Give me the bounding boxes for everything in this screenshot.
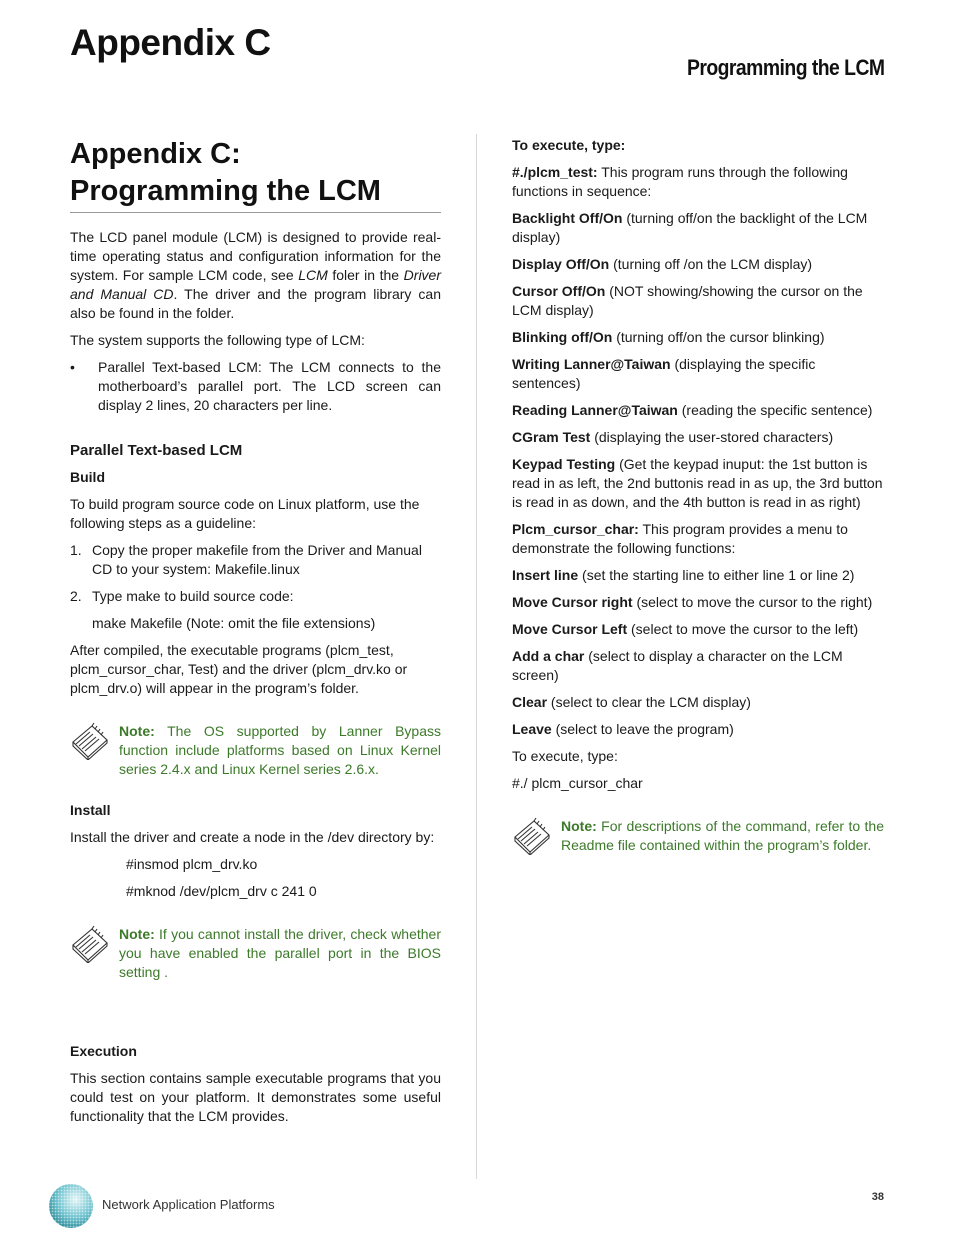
note-body: If you cannot install the driver, check whether you have enabled the parallel port in the BIOS setting . — [119, 926, 441, 980]
function-item — [512, 255, 884, 274]
function-item — [512, 282, 884, 320]
after-compiled-text: After compiled, the executable programs (plcm_test, plcm_cursor_char, Test) and the driver (plcm_drv.ko or plcm_drv.o) will appear in the program’s folder. — [70, 642, 408, 696]
note-text — [119, 722, 441, 779]
page-number: 38 — [871, 1191, 884, 1203]
intro-text-1: The LCD panel module (LCM) is designed to provide real-time operating status and configuration information for the system. For sample LCM code, see — [70, 229, 441, 283]
function-desc: (displaying the specific sentences) — [512, 356, 816, 391]
function-item — [512, 209, 884, 247]
function-term: #./plcm_test: — [512, 164, 598, 180]
function-item — [512, 720, 884, 739]
build-steps — [70, 541, 441, 606]
list-item — [70, 587, 441, 606]
function-term: Display Off/On — [512, 256, 610, 272]
function-desc: (Get the keypad inuput: the 1st button is read in as left, the 2nd buttonis read in as up, the 3rd button is read in as down, and the 4th button is read in as right) — [512, 456, 883, 510]
function-item — [512, 328, 884, 347]
to-execute-plain: To execute, type: — [512, 748, 618, 764]
intro-emphasis-2: Driver and Manual CD — [70, 267, 442, 302]
section-header: Programming the LCM — [686, 55, 884, 80]
function-term: Backlight Off/On — [512, 210, 623, 226]
function-desc: This program runs through the following functions in sequence: — [512, 164, 848, 199]
function-item — [512, 620, 884, 639]
bullet-mark: • — [70, 359, 75, 375]
function-desc: (turning off/on the backlight of the LCM display) — [512, 210, 868, 245]
function-item — [512, 355, 884, 393]
page-title-line1: Appendix C: — [70, 138, 241, 170]
function-desc: (turning off /on the LCM display) — [609, 256, 813, 272]
parallel-heading: Parallel Text-based LCM — [70, 442, 243, 459]
note-text — [119, 925, 441, 982]
intro-text-2: foler in the — [327, 267, 404, 283]
function-desc: (reading the specific sentence) — [677, 402, 873, 418]
function-list — [512, 163, 884, 739]
function-term: Blinking off/On — [512, 329, 613, 345]
function-item — [512, 693, 884, 712]
note-box — [70, 722, 441, 779]
function-item — [512, 566, 884, 585]
note-body: The OS supported by Lanner Bypass function include platforms based on Linux Kernel series 2.4.x and Linux Kernel series 2.6.x. — [119, 723, 441, 777]
function-term: CGram Test — [512, 429, 591, 445]
page-title-line2: Programming the LCM — [70, 175, 381, 207]
function-desc: This program provides a menu to demonstrate the following functions: — [512, 521, 848, 556]
step-text: Type make to build source code: — [92, 588, 294, 604]
function-desc: (set the starting line to either line 1 or line 2) — [578, 567, 855, 583]
install-heading: Install — [70, 802, 111, 818]
execution-heading: Execution — [70, 1043, 137, 1059]
notepad-icon — [512, 815, 552, 855]
intro-paragraph — [70, 228, 441, 323]
column-divider — [476, 134, 477, 1179]
note-label: Note: — [119, 723, 155, 739]
intro-text-3: . The driver and the program library can also be found in the folder. — [70, 286, 441, 321]
note-label: Note: — [119, 926, 155, 942]
function-term: Writing Lanner@Taiwan — [512, 356, 671, 372]
function-desc: (turning off/on the cursor blinking) — [612, 329, 825, 345]
page-title — [70, 136, 441, 213]
function-item — [512, 163, 884, 201]
function-desc: (select to clear the LCM display) — [547, 694, 751, 710]
function-term: Keypad Testing — [512, 456, 616, 472]
function-desc: (select to leave the program) — [551, 721, 734, 737]
function-item — [512, 401, 884, 420]
cursor-command: #./ plcm_cursor_char — [512, 775, 643, 791]
function-item — [512, 520, 884, 558]
to-execute-heading: To execute, type: — [512, 137, 626, 153]
function-item — [512, 455, 884, 512]
intro-emphasis-1: LCM — [298, 267, 328, 283]
note-box — [70, 925, 441, 982]
build-heading: Build — [70, 469, 105, 485]
function-desc: (NOT showing/showing the cursor on the LCM display) — [512, 283, 863, 318]
function-term: Insert line — [512, 567, 579, 583]
function-term: Plcm_cursor_char: — [512, 521, 639, 537]
build-intro: To build program source code on Linux platform, use the following steps as a guideline: — [70, 496, 420, 531]
install-text: Install the driver and create a node in the /dev directory by: — [70, 829, 435, 845]
execution-text: This section contains sample executable programs that you could test on your platform. It demonstrates some useful functionality that the LCM provides. — [70, 1070, 441, 1124]
function-desc: (displaying the user-stored characters) — [590, 429, 834, 445]
right-column — [512, 136, 884, 877]
step-text: Copy the proper makefile from the Driver and Manual CD to your system: Makefile.linux — [92, 542, 422, 577]
step-number: 1. — [70, 542, 82, 558]
function-term: Move Cursor right — [512, 594, 633, 610]
function-term: Move Cursor Left — [512, 621, 628, 637]
lcm-type-list — [70, 358, 441, 415]
function-item — [512, 593, 884, 612]
company-logo — [48, 1183, 94, 1229]
footer-company: Network Application Platforms — [102, 1197, 275, 1212]
function-term: Reading Lanner@Taiwan — [512, 402, 678, 418]
supports-text: The system supports the following type of LCM: — [70, 332, 365, 348]
function-desc: (select to move the cursor to the left) — [627, 621, 859, 637]
bullet-text: Parallel Text-based LCM: The LCM connects to the motherboard’s parallel port. The LCD screen can display 2 lines, 20 characters per line. — [98, 359, 441, 413]
note-label: Note: — [561, 818, 597, 834]
function-term: Clear — [512, 694, 548, 710]
function-term: Leave — [512, 721, 552, 737]
mknod-command: #mknod /dev/plcm_drv c 241 0 — [126, 883, 317, 899]
notepad-icon — [70, 720, 110, 760]
list-item — [70, 358, 441, 415]
make-command: make Makefile (Note: omit the file extensions) — [92, 615, 376, 631]
notepad-icon — [70, 923, 110, 963]
function-term: Add a char — [512, 648, 585, 664]
function-item — [512, 428, 884, 447]
function-term: Cursor Off/On — [512, 283, 606, 299]
note-body: For descriptions of the command, refer to the Readme file contained within the program’s folder. — [561, 818, 884, 853]
note-text — [561, 817, 884, 855]
step-number: 2. — [70, 588, 82, 604]
function-desc: (select to move the cursor to the right) — [632, 594, 873, 610]
list-item — [70, 541, 441, 579]
note-box — [512, 817, 884, 855]
left-column — [70, 136, 441, 1134]
function-item — [512, 647, 884, 685]
insmod-command: #insmod plcm_drv.ko — [126, 856, 258, 872]
function-desc: (select to display a character on the LCM screen) — [512, 648, 843, 683]
chapter-title: Appendix C — [70, 22, 271, 63]
